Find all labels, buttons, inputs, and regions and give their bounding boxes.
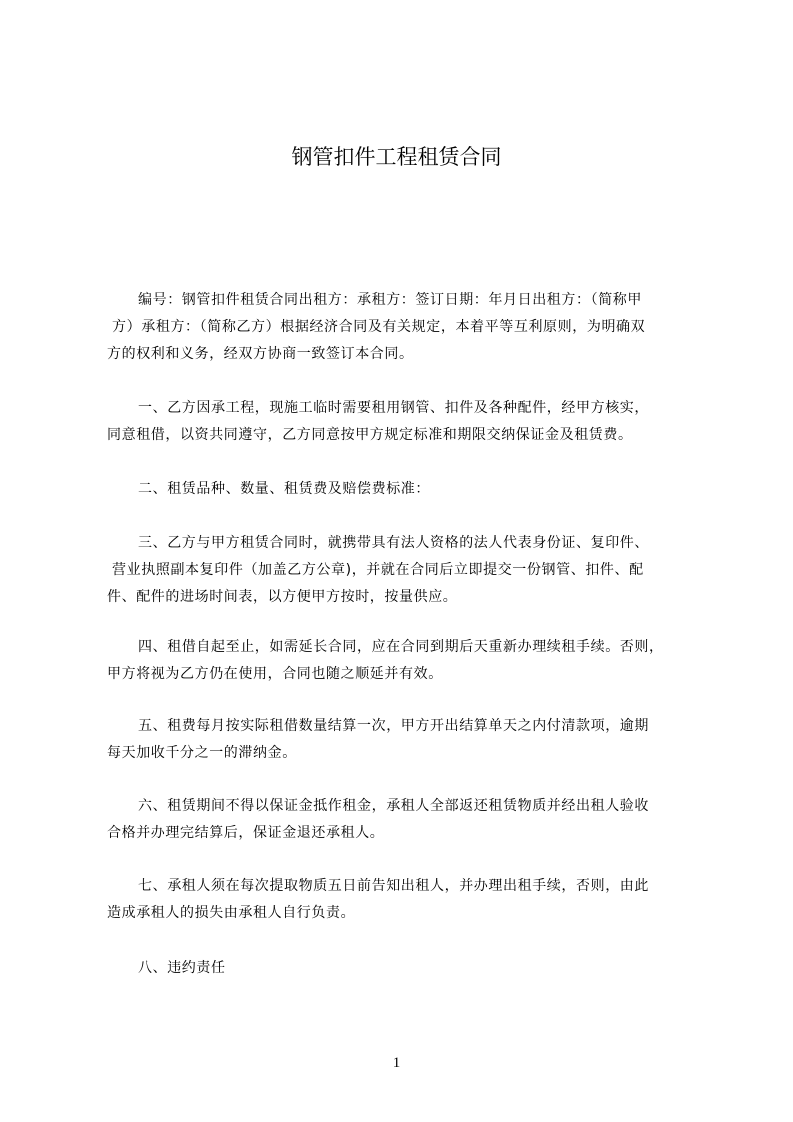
paragraph-line: 四、租借自起至止，如需延长合同，应在合同到期后天重新办理续租手续。否则， (138, 639, 664, 655)
paragraph-clause-7 (107, 873, 649, 927)
page-number: 1 (392, 1055, 401, 1071)
paragraph-line: 三、乙方与甲方租赁合同时，就携带具有法人资格的法人代表身份证、复印件、 (138, 535, 649, 551)
document-title: 钢管扣件工程租赁合同 (291, 145, 502, 169)
paragraph-line: 造成承租人的损失由承租人自行负责。 (107, 905, 356, 921)
paragraph-line: 七、承租人须在每次提取物质五日前告知出租人，并办理出租手续，否则，由此 (138, 878, 649, 894)
paragraph-line: 合格并办理完结算后，保证金退还承租人。 (107, 825, 385, 841)
paragraph-line: 二、租赁品种、数量、租赁费及赔偿费标准： (138, 481, 430, 497)
paragraph-clause-1 (107, 395, 649, 449)
paragraph-line: 八、违约责任 (138, 960, 226, 976)
paragraph-preamble (107, 287, 645, 368)
paragraph-clause-2 (107, 476, 430, 503)
paragraph-line: 每天加收千分之一的滞纳金。 (107, 745, 297, 761)
paragraph-line: 五、租费每月按实际租借数量结算一次，甲方开出结算单天之内付清款项，逾期 (138, 718, 649, 734)
paragraph-clause-4 (107, 634, 664, 688)
paragraph-line: 营业执照副本复印件（加盖乙方公章)，并就在合同后立即提交一份钢管、扣件、配 (107, 562, 644, 578)
paragraph-line: 一、乙方因承工程，现施工临时需要租用钢管、扣件及各种配件，经甲方核实， (138, 400, 649, 416)
paragraph-line: 六、租赁期间不得以保证金抵作租金，承租人全部返还租赁物质并经出租人验收 (138, 798, 649, 814)
paragraph-clause-3 (107, 530, 649, 611)
paragraph-line: 同意租借，以资共同遵守，乙方同意按甲方规定标准和期限交纳保证金及租赁费。 (107, 427, 633, 443)
paragraph-clause-6 (107, 793, 649, 847)
paragraph-line: 方）承租方：（简称乙方）根据经济合同及有关规定，本着平等互利原则，为明确双 (107, 319, 646, 335)
paragraph-clause-8 (107, 955, 226, 982)
paragraph-line: 方的权利和义务，经双方协商一致签订本合同。 (107, 346, 414, 362)
paragraph-line: 件、配件的进场时间表，以方便甲方按时，按量供应。 (107, 589, 458, 605)
paragraph-clause-5 (107, 713, 649, 767)
paragraph-line: 甲方将视为乙方仍在使用，合同也随之顺延并有效。 (107, 666, 443, 682)
paragraph-line: 编号：钢管扣件租赁合同出租方：承租方：签订日期：年月日出租方：（简称甲 (138, 292, 642, 308)
